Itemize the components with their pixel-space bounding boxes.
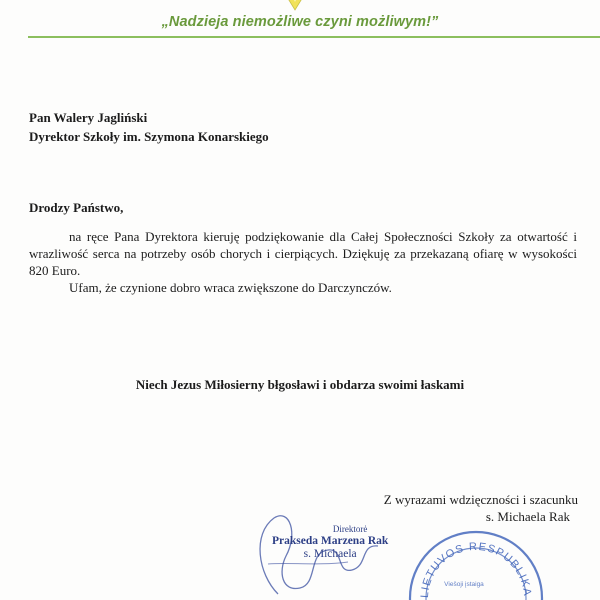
letter-blessing: Niech Jezus Miłosierny błgosławi i obdarza swoimi łaskami bbox=[135, 377, 465, 392]
svg-text:LIETUVOS RESPUBLIKA bbox=[419, 541, 533, 598]
closing-signatory: s. Michaela Rak bbox=[485, 509, 570, 524]
logo-mark-icon bbox=[282, 0, 308, 14]
recipient-block bbox=[29, 108, 269, 146]
header-motto: „Nadzieja niemożliwe czyni możliwym!” bbox=[161, 14, 439, 30]
seal-inner-text: Viešoji įstaiga bbox=[444, 581, 484, 588]
body-paragraph-1: na ręce Pana Dyrektora kieruję podziękowanie dla Całej Społeczności Szkoły za otwartość i wrazliwość serca na potrzeby osób chorych i cierpiących. Dziękuję za przekazaną ofiarę w wysokości 820 Euro. bbox=[29, 229, 577, 278]
letter-greeting: Drodzy Państwo, bbox=[29, 200, 124, 215]
stamp-sub: s. Michaela bbox=[303, 548, 357, 560]
recipient-title: Dyrektor Szkoły im. Szymona Konarskiego bbox=[29, 129, 269, 144]
official-seal-icon bbox=[406, 528, 546, 600]
director-stamp bbox=[272, 524, 388, 561]
stamp-name: Prakseda Marzena Rak bbox=[272, 535, 389, 547]
letter-body bbox=[29, 228, 577, 296]
body-paragraph-2: Ufam, że czynione dobro wraca zwiększone do Darczynczów. bbox=[69, 280, 392, 295]
recipient-name: Pan Walery Jagliński bbox=[29, 110, 148, 125]
seal-text: LIETUVOS RESPUBLIKA bbox=[418, 540, 534, 599]
stamp-title: Direktorė bbox=[332, 524, 368, 534]
header-divider bbox=[28, 36, 600, 38]
closing-phrase: Z wyrazami wdzięczności i szacunku bbox=[383, 492, 578, 507]
